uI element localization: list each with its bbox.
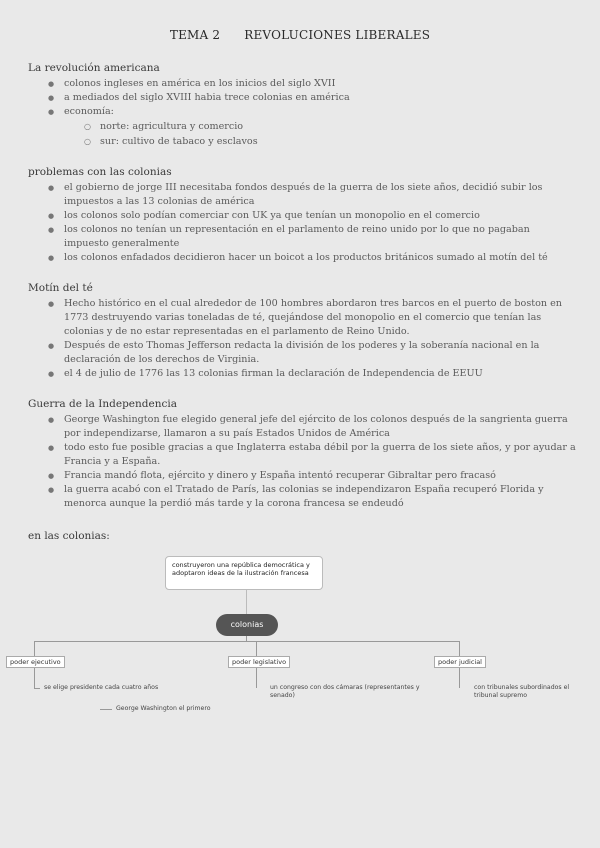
page-title — [0, 28, 600, 42]
sub-list-item: ○ sur: cultivo de tabaco y esclavos — [28, 134, 576, 149]
list-item: ● el gobierno de jorge III necesitaba fondos después de la guerra de los siete años, decidió subir los impuestos a las 13 colonias de américa — [28, 181, 576, 209]
list-item: ● Después de esto Thomas Jefferson redacta la división de los poderes y la soberanía nacional en la declaración de los derechos de Virginia. — [28, 339, 576, 367]
branch-poder-legislativo: poder legislativo — [228, 656, 290, 668]
leaf-judicial: con tribunales subordinados el tribunal supremo — [474, 684, 570, 699]
branch-poder-ejecutivo: poder ejecutivo — [6, 656, 65, 668]
section-revolucion-americana — [28, 62, 576, 149]
bullet-list — [28, 413, 576, 511]
connector-line — [34, 688, 40, 689]
connector-line — [256, 641, 257, 656]
list-item: ● el 4 de julio de 1776 las 13 colonias firman la declaración de Independencia de EEUU — [28, 367, 576, 381]
section-motin-del-te — [28, 282, 576, 381]
list-item: ● los colonos enfadados decidieron hacer un boicot a los productos británicos sumado al motín del té — [28, 251, 576, 265]
list-item: ● todo esto fue posible gracias a que Inglaterra estaba débil por la guerra de los siete años, y por ayudar a Francia y a España. — [28, 441, 576, 469]
section-heading: problemas con las colonias — [28, 166, 172, 178]
list-item: ● economía: — [28, 105, 576, 119]
section-problemas-colonias — [28, 166, 576, 265]
intro-text: en las colonias: — [28, 530, 110, 542]
connector-line — [256, 668, 257, 688]
mind-map-diagram — [0, 550, 600, 750]
list-item: ● la guerra acabó con el Tratado de París, las colonias se independizaron España recuperó Florida y menorca aunque la perdió más tarde y la corona francesa se endeudó — [28, 483, 576, 511]
diagram-intro — [28, 530, 576, 545]
branch-poder-judicial: poder judicial — [434, 656, 486, 668]
connector-line — [459, 641, 460, 656]
list-item: ● Francia mandó flota, ejército y dinero y España intentó recuperar Gibraltar pero fracasó — [28, 469, 576, 483]
list-item: ● George Washington fue elegido general jefe del ejército de los colonos después de la sangrienta guerra por independizarse, llamaron a su país Estados Unidos de América — [28, 413, 576, 441]
center-node: colonias — [216, 614, 278, 636]
list-item: ● Hecho histórico en el cual alrededor de 100 hombres abordaron tres barcos en el puerto de boston en 1773 destruyendo varias toneladas de té, quejándose del monopolio en el comercio que tenían las colonias y de no estar representadas en el parlamento de Reino Unido. — [28, 297, 576, 339]
connector-line — [34, 668, 35, 688]
sub-bullet-list — [28, 119, 576, 149]
connector-line — [34, 641, 459, 642]
connector-line — [246, 590, 247, 614]
leaf-ejecutivo-sub: George Washington el primero — [116, 705, 211, 712]
section-guerra-independencia — [28, 398, 576, 511]
connector-line — [459, 668, 460, 688]
bullet-list — [28, 77, 576, 119]
section-heading: Guerra de la Independencia — [28, 398, 177, 410]
top-note-box: construyeron una república democrática y adoptaron ideas de la ilustración francesa — [165, 556, 323, 590]
list-item: ● los colonos no tenían un representación en el parlamento de reino unido por lo que no pagaban impuesto generalmente — [28, 223, 576, 251]
leaf-ejecutivo: se elige presidente cada cuatro años — [44, 684, 159, 691]
section-heading: La revolución americana — [28, 62, 160, 74]
title-tema: TEMA 2 — [169, 28, 221, 42]
list-item: ● los colonos solo podían comerciar con UK ya que tenían un monopolio en el comercio — [28, 209, 576, 223]
title-name: REVOLUCIONES LIBERALES — [244, 28, 431, 42]
section-heading: Motín del té — [28, 282, 93, 294]
connector-line — [34, 641, 35, 656]
list-item: ● colonos ingleses en américa en los inicios del siglo XVII — [28, 77, 576, 91]
leaf-legislativo: un congreso con dos cámaras (representantes y senado) — [270, 684, 420, 699]
connector-line — [100, 709, 112, 710]
bullet-list — [28, 297, 576, 381]
sub-list-item: ○ norte: agricultura y comercio — [28, 119, 576, 134]
bullet-list — [28, 181, 576, 265]
list-item: ● a mediados del siglo XVIII habia trece colonias en américa — [28, 91, 576, 105]
